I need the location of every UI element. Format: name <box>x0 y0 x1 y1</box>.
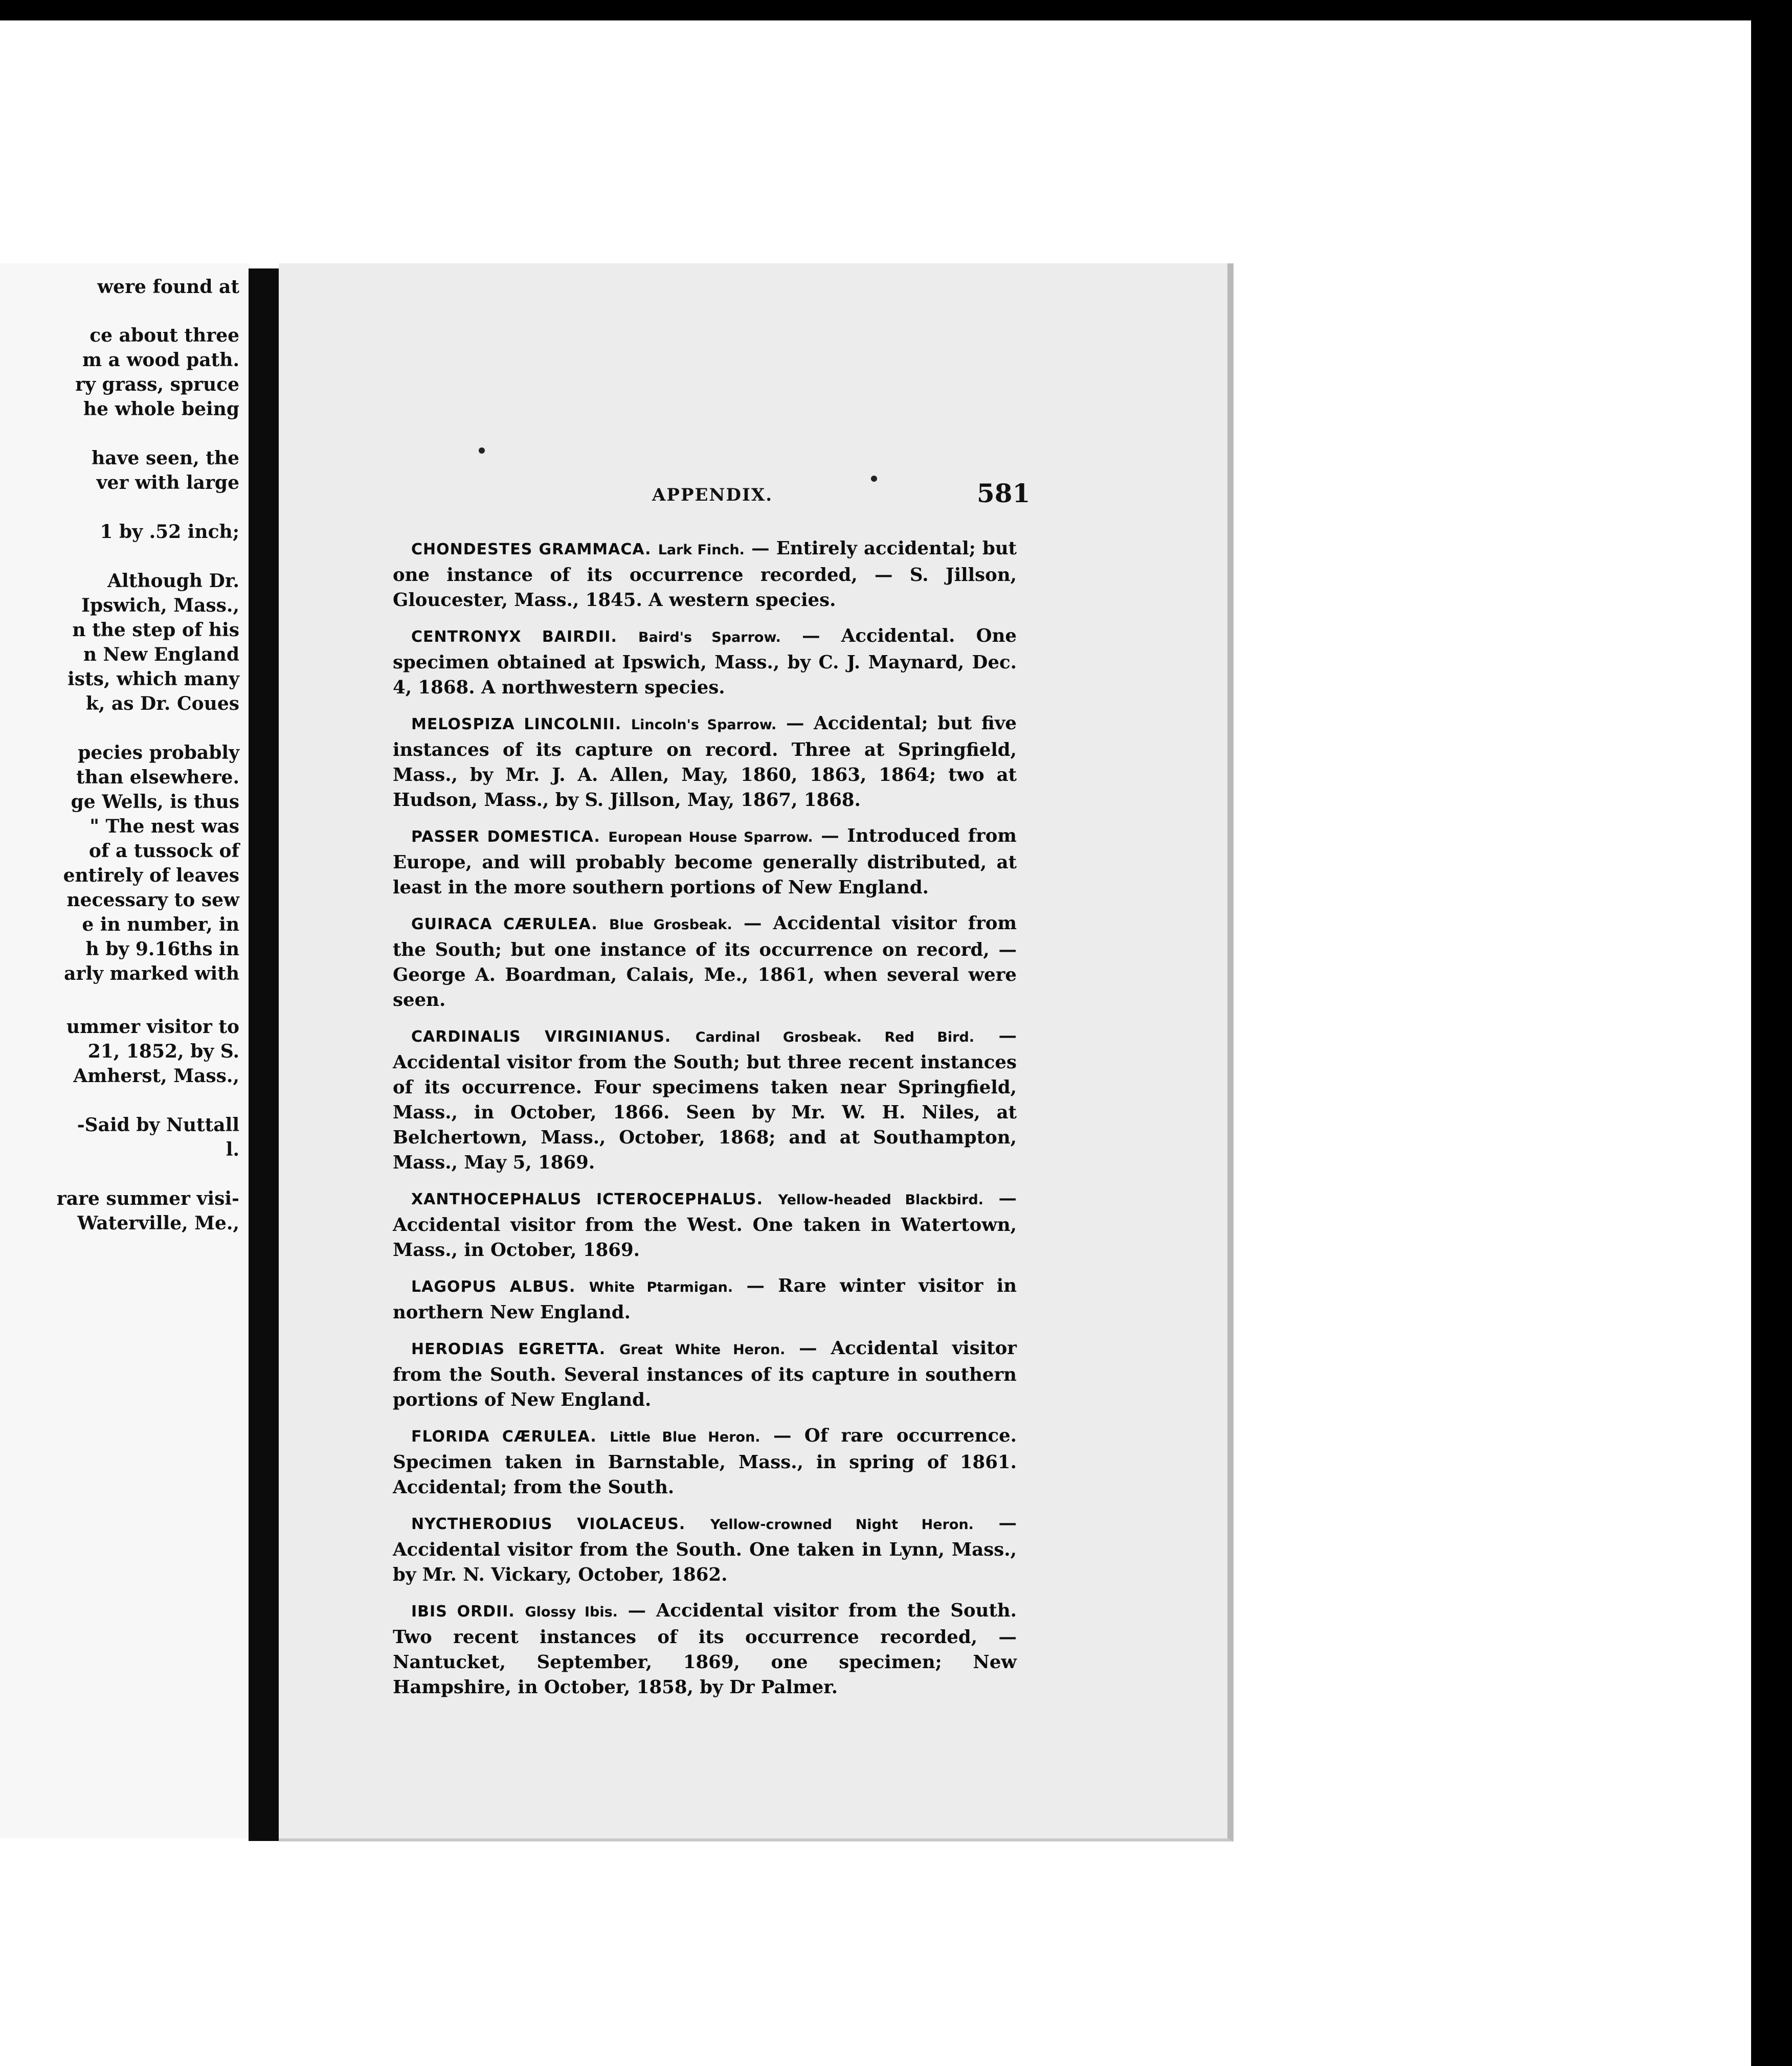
left-page-line-fragment: rare summer visi- <box>56 1188 239 1209</box>
common-name: Blue Grosbeak. <box>609 917 732 933</box>
common-name: Cardinal Grosbeak. Red Bird. <box>695 1029 975 1045</box>
species-entry <box>393 1423 1017 1500</box>
left-page-line-fragment: he whole being <box>83 398 239 420</box>
species-entry <box>393 1511 1017 1587</box>
common-name: White Ptarmigan. <box>589 1279 733 1295</box>
entry-description: — Accidental visitor from the West. One taken in Watertown, Mass., in October, 1869. <box>393 1188 1017 1261</box>
left-page-line-fragment: ver with large <box>96 472 239 493</box>
left-page-line-fragment: m a wood path. <box>82 349 239 371</box>
scientific-name: GUIRACA CÆRULEA. <box>411 915 598 933</box>
left-page-line-fragment: " The nest was <box>89 816 239 837</box>
left-page-line-fragment: ummer visitor to <box>66 1016 239 1038</box>
common-name: Lincoln's Sparrow. <box>631 717 777 733</box>
species-entry <box>393 711 1017 813</box>
left-page-line-fragment: ge Wells, is thus <box>71 791 239 813</box>
scientific-name: CENTRONYX BAIRDII. <box>411 628 617 646</box>
entry-description: — Introduced from Europe, and will probably become generally distributed, at least in the more southern portions of New England. <box>393 825 1017 898</box>
scientific-name: CHONDESTES GRAMMACA. <box>411 541 652 558</box>
film-border-top <box>0 0 1792 20</box>
scientific-name: IBIS ORDII. <box>411 1603 515 1621</box>
left-page-line-fragment: Although Dr. <box>107 570 239 592</box>
left-page-line-fragment: k, as Dr. Coues <box>85 693 239 714</box>
left-page-line-fragment: l. <box>226 1139 239 1160</box>
entry-description: — Accidental visitor from the South. One taken in Lynn, Mass., by Mr. N. Vickary, October, 1862. <box>393 1513 1017 1585</box>
book-spine <box>249 268 280 1841</box>
common-name: Baird's Sparrow. <box>638 630 781 645</box>
common-name: European House Sparrow. <box>608 829 813 845</box>
print-speck <box>871 476 877 482</box>
page-number: 581 <box>977 478 1031 508</box>
common-name: Yellow-headed Blackbird. <box>778 1192 983 1208</box>
species-entry <box>393 1336 1017 1412</box>
entry-description: — Accidental visitor from the South; but one instance of its occurrence on record, — George A. Boardman, Calais, Me., 1861, when several were seen. <box>393 913 1017 1010</box>
scientific-name: LAGOPUS ALBUS. <box>411 1278 576 1296</box>
left-page-line-fragment: Ipswich, Mass., <box>81 595 239 616</box>
left-page-line-fragment: pecies probably <box>78 742 239 763</box>
common-name: Glossy Ibis. <box>525 1604 618 1620</box>
common-name: Yellow-crowned Night Heron. <box>710 1517 974 1533</box>
left-page-line-fragment: Amherst, Mass., <box>73 1065 239 1087</box>
left-page-line-fragment: 1 by .52 inch; <box>100 521 239 543</box>
left-page <box>0 263 251 1838</box>
species-entry <box>393 823 1017 900</box>
left-page-line-fragment: Waterville, Me., <box>77 1212 239 1234</box>
entry-description: — Accidental visitor from the South. Several instances of its capture in southern portions of New England. <box>393 1338 1017 1410</box>
left-page-line-fragment: were found at <box>97 276 239 298</box>
left-page-line-fragment: have seen, the <box>92 447 239 469</box>
entry-description: — Rare winter visitor in northern New England. <box>393 1275 1017 1323</box>
film-border-right <box>1751 0 1792 2066</box>
entry-description: — Of rare occurrence. Specimen taken in Barnstable, Mass., in spring of 1861. Accidental; from the South. <box>393 1425 1017 1498</box>
common-name: Lark Finch. <box>658 542 745 558</box>
running-head-title: APPENDIX. <box>652 485 773 505</box>
common-name: Little Blue Heron. <box>610 1429 760 1445</box>
scientific-name: NYCTHERODIUS VIOLACEUS. <box>411 1515 686 1533</box>
entry-description: — Accidental; but five instances of its capture on record. Three at Springfield, Mass., by Mr. J. A. Allen, May, 1860, 1863, 1864; two at Hudson, Mass., by S. Jillson, May, 1867, 1868. <box>393 713 1017 811</box>
left-page-line-fragment: 21, 1852, by S. <box>87 1041 239 1062</box>
scientific-name: MELOSPIZA LINCOLNII. <box>411 715 622 733</box>
left-page-line-fragment: ry grass, spruce <box>75 374 239 395</box>
left-page-line-fragment: ists, which many <box>68 668 239 690</box>
entry-description: — Accidental. One specimen obtained at Ipswich, Mass., by C. J. Maynard, Dec. 4, 1868. A northwestern species. <box>393 625 1017 698</box>
scientific-name: PASSER DOMESTICA. <box>411 828 600 846</box>
entry-description: — Accidental visitor from the South; but three recent instances of its occurrence. Four specimens taken near Springfield, Mass., in October, 1866. Seen by Mr. W. H. Niles, at Belchertown, Mass., October, 1868; and at Southampton, Mass., May 5, 1869. <box>393 1025 1017 1173</box>
scientific-name: FLORIDA CÆRULEA. <box>411 1428 597 1446</box>
species-entry <box>393 1186 1017 1263</box>
species-entry <box>393 1273 1017 1325</box>
entry-description: — Accidental visitor from the South. Two recent instances of its occurrence recorded, — Nantucket, September, 1869, one specimen; New Hampshire, in October, 1858, by Dr Palmer. <box>393 1600 1017 1698</box>
scientific-name: XANTHOCEPHALUS ICTEROCEPHALUS. <box>411 1191 763 1208</box>
species-entry <box>393 1023 1017 1175</box>
left-page-line-fragment: n the step of his <box>72 619 239 641</box>
left-page-line-fragment: entirely of leaves <box>63 865 239 886</box>
left-page-line-fragment: of a tussock of <box>88 840 239 862</box>
scientific-name: HERODIAS EGRETTA. <box>411 1340 606 1358</box>
left-page-line-fragment: than elsewhere. <box>76 767 239 788</box>
scientific-name: CARDINALIS VIRGINIANUS. <box>411 1028 671 1046</box>
species-entry <box>393 1598 1017 1700</box>
left-page-line-fragment: h by 9.16ths in <box>85 938 239 960</box>
left-page-line-fragment: ce about three <box>89 325 239 346</box>
left-page-line-fragment: arly marked with <box>64 963 239 984</box>
species-entry <box>393 623 1017 700</box>
appendix-entries <box>393 536 1017 1711</box>
print-speck <box>479 447 485 454</box>
species-entry <box>393 911 1017 1013</box>
left-page-line-fragment: e in number, in <box>82 914 239 935</box>
species-entry <box>393 536 1017 613</box>
common-name: Great White Heron. <box>619 1342 786 1358</box>
entry-description: — Entirely accidental; but one instance of its occurrence recorded, — S. Jillson, Gloucester, Mass., 1845. A western species. <box>393 538 1017 611</box>
left-page-line-fragment: -Said by Nuttall <box>77 1114 239 1136</box>
left-page-line-fragment: necessary to sew <box>66 889 239 911</box>
left-page-line-fragment: n New England <box>83 644 239 665</box>
